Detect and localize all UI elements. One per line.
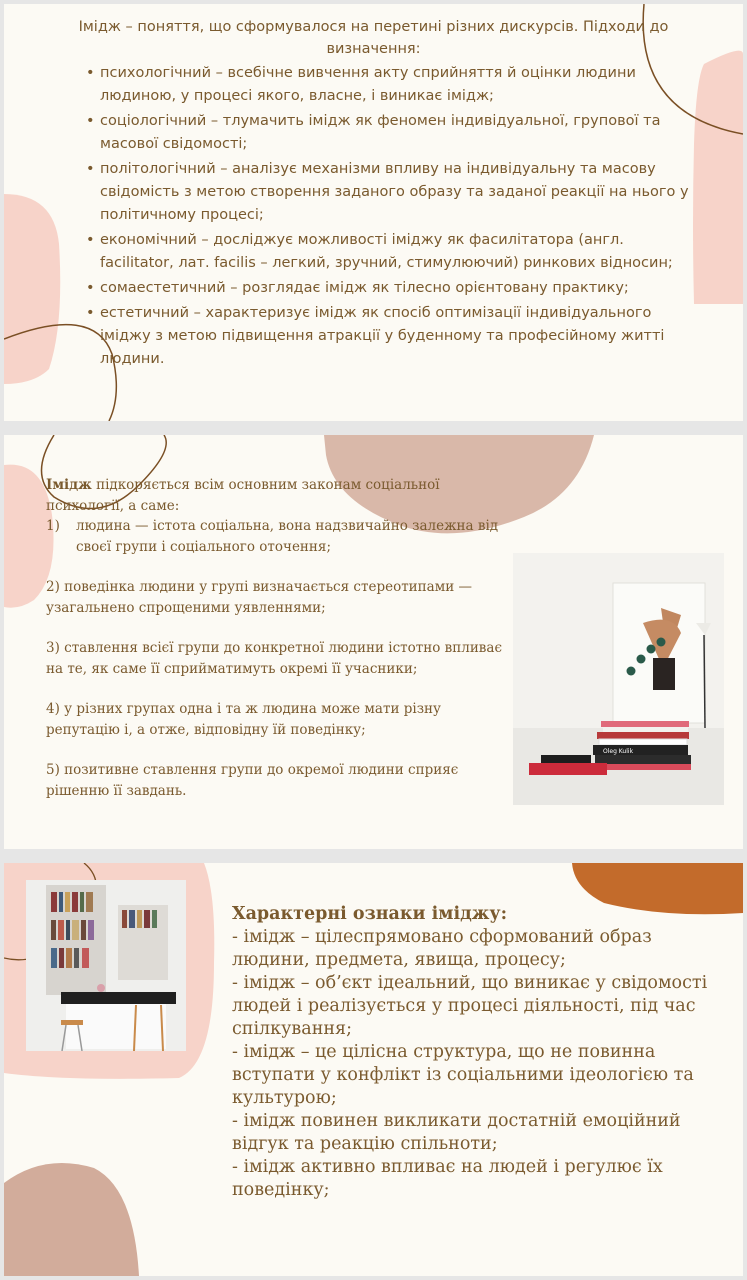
interior-photo-books (513, 553, 724, 805)
intro-bold: Імідж (46, 477, 92, 493)
list-item: • естетичний – характеризує імідж як спосіб оптимізації індивідуального іміджу з метою підвищення атракції у буденному та професійному житті людини. (100, 302, 690, 371)
characteristic-item: - імідж активно впливає на людей і регулює їх поведінку; (232, 1157, 663, 1200)
characteristics-text (232, 903, 722, 1202)
pink-blob-left (4, 194, 60, 384)
law-item-3: 3) ставлення всієї групи до конкретної людини істотно впливає на те, як саме її сприйматимуть окремі її учасники; (46, 640, 503, 677)
intro-paragraph (46, 475, 516, 516)
list-item: • сомаестетичний – розглядає імідж як тілесно орієнтовану практику; (100, 277, 690, 300)
tan-blob-bottom (4, 1163, 139, 1276)
list-item: • соціологічний – тлумачить імідж як феномен індивідуальної, групової та масової свідомості; (100, 110, 690, 156)
slide-approaches (4, 4, 743, 421)
book-label: Oleg Kulik (603, 748, 634, 755)
approaches-list (100, 62, 690, 373)
photo-illustration (26, 880, 186, 1051)
law-item-1 (46, 516, 516, 557)
characteristics-heading: Характерні ознаки іміджу: (232, 904, 508, 924)
photo-illustration (513, 553, 724, 805)
characteristic-item: - імідж – це цілісна структура, що не повинна вступати у конфлікт із соціальними ідеологією та культурою; (232, 1042, 694, 1108)
list-item: • політологічний – аналізує механізми впливу на індивідуальну та масову свідомість з метою створення заданого образу та заданої реакції на нього у політичному процесі; (100, 158, 690, 227)
law-item-2: 2) поведінка людини у групі визначається стереотипами — узагальнено спрощеними уявленнями; (46, 579, 473, 616)
intro-rest: підкоряється всім основним законам соціальної психології, а саме: (46, 477, 440, 514)
slide-social-laws (4, 435, 743, 849)
item-text: людина — істота соціальна, вона надзвичайно залежна від своєї групи і соціального оточення; (76, 518, 499, 555)
law-item-5: 5) позитивне ставлення групи до окремої людини сприяє рішенню її завдань. (46, 762, 459, 799)
laws-text (46, 475, 516, 801)
characteristic-item: - імідж повинен викликати достатній емоційний відгук та реакцію спільноти; (232, 1111, 681, 1154)
interior-photo-kitchen (26, 880, 186, 1051)
law-item-4: 4) у різних групах одна і та ж людина може мати різну репутацію і, а отже, відповідну їй поведінку; (46, 701, 441, 738)
characteristic-item: - імідж – об’єкт ідеальний, що виникає у свідомості людей і реалізується у процесі діяльності, під час спілкування; (232, 973, 708, 1039)
characteristic-item: - імідж – цілеспрямовано сформований образ людини, предмета, явища, процесу; (232, 927, 652, 970)
slide-characteristics (4, 863, 743, 1276)
slide-title: Імідж – поняття, що сформувалося на перетині різних дискурсів. Підходи до визначення: (78, 19, 669, 57)
list-item: • економічний – досліджує можливості іміджу як фасилітатора (англ. facilitator, лат. facilis – легкий, зручний, стимулюючий) ринкових відносин; (100, 229, 690, 275)
list-item: • психологічний – всебічне вивчення акту сприйняття й оцінки людини людиною, у процесі якого, власне, і виникає імідж; (100, 62, 690, 108)
item-number: 1) (46, 518, 60, 534)
pink-blob-right (693, 51, 743, 304)
